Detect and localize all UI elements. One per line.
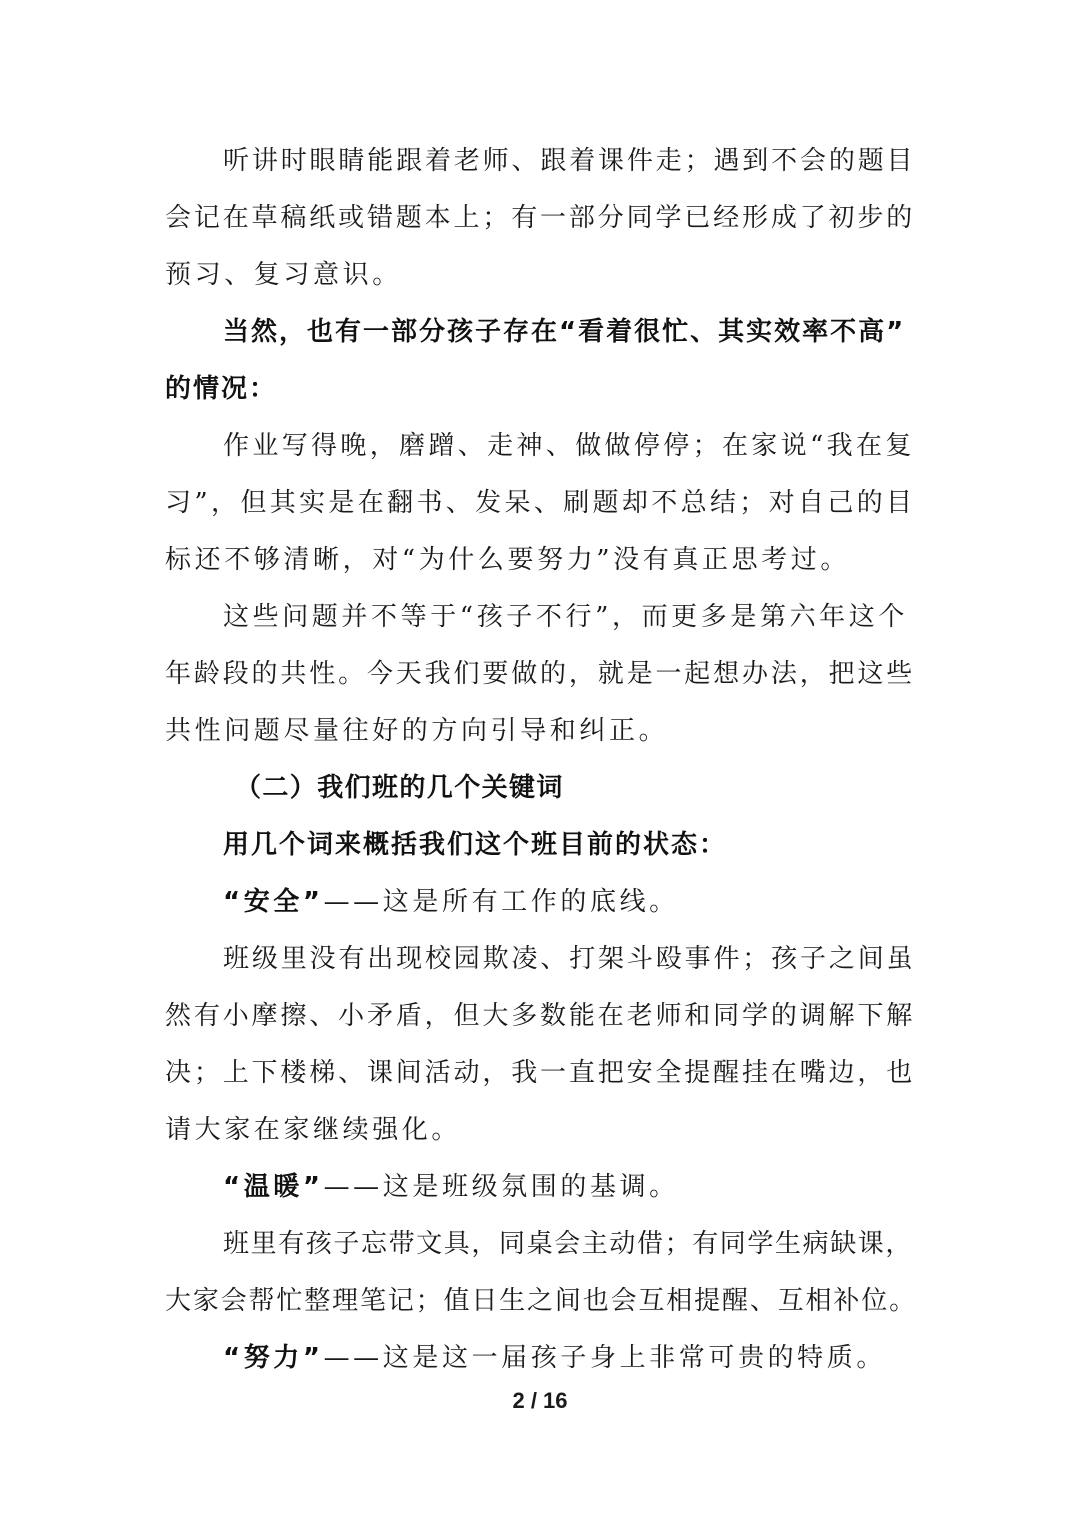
paragraph-line: 班里有孩子忘带文具，同桌会主动借；有同学生病缺课， (223, 1229, 914, 1259)
paragraph-line: 班级里没有出现校园欺凌、打架斗殴事件；孩子之间虽 (223, 944, 916, 974)
emphasis-line: 的情况： (165, 374, 278, 404)
keyword-description: ——这是所有工作的底线。 (323, 887, 679, 917)
page-body (165, 133, 917, 1387)
paragraph-line: 然有小摩擦、小矛盾，但大多数能在老师和同学的调解下解 (165, 1001, 916, 1031)
paragraph-line: 大家会帮忙整理笔记；值日生之间也会互相提醒、互相补位。 (165, 1286, 917, 1316)
paragraph-line: 标还不够清晰，对“为什么要努力”没有真正思考过。 (165, 545, 850, 575)
keyword-safety: “安全” (223, 887, 324, 917)
emphasis-line: 当然，也有一部分孩子存在“看着很忙、其实效率不高” (223, 317, 906, 347)
keyword-line-warmth (165, 1159, 917, 1216)
paragraph-line: 共性问题尽量往好的方向引导和纠正。 (165, 716, 669, 746)
section-heading: （二）我们班的几个关键词 (235, 773, 564, 803)
paragraph-line: 请大家在家继续强化。 (165, 1115, 462, 1145)
keyword-effort: “努力” (223, 1343, 324, 1373)
keyword-line-effort (165, 1330, 917, 1387)
paragraph-line: 这些问题并不等于“孩子不行”，而更多是第六年这个 (223, 602, 908, 632)
paragraph-line: 年龄段的共性。今天我们要做的，就是一起想办法，把这些 (165, 659, 916, 689)
paragraph-line: 会记在草稿纸或错题本上；有一部分同学已经形成了初步的 (165, 203, 916, 233)
paragraph-line: 决；上下楼梯、课间活动，我一直把安全提醒挂在嘴边，也 (165, 1058, 916, 1088)
paragraph-line: 作业写得晚，磨蹭、走神、做做停停；在家说“我在复 (223, 431, 915, 461)
paragraph-line: 习”，但其实是在翻书、发呆、刷题却不总结；对自己的目 (165, 488, 916, 518)
paragraph-line: 预习、复习意识。 (165, 260, 402, 290)
keyword-description: ——这是这一届孩子身上非常可贵的特质。 (323, 1343, 886, 1373)
keyword-line-safety (165, 874, 917, 931)
page-number: 2 / 16 (512, 1388, 568, 1413)
paragraph-line: 听讲时眼睛能跟着老师、跟着课件走；遇到不会的题目 (223, 146, 916, 176)
keyword-warmth: “温暖” (223, 1172, 324, 1202)
keyword-description: ——这是班级氛围的基调。 (323, 1172, 679, 1202)
emphasis-line: 用几个词来概括我们这个班目前的状态： (223, 830, 728, 860)
